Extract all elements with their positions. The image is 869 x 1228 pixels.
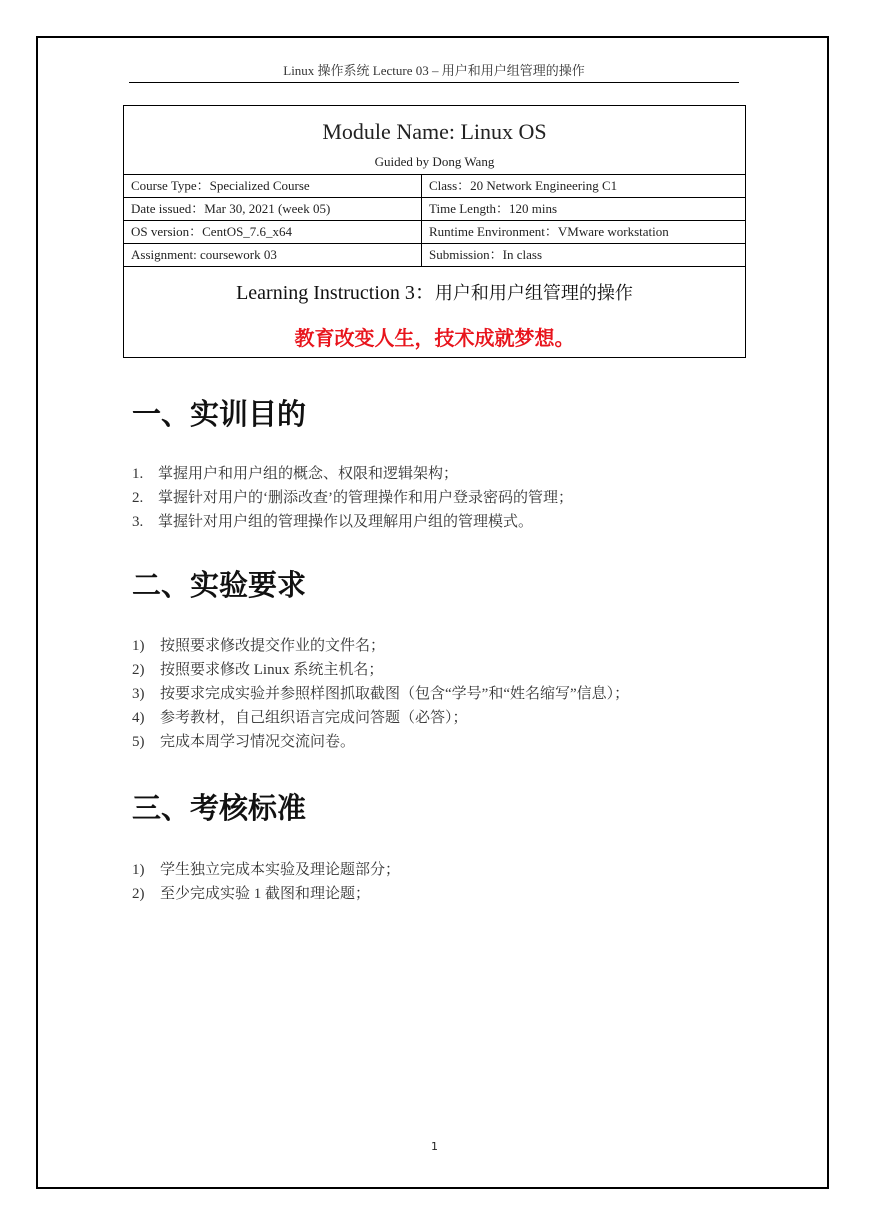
list-item-number: 1) bbox=[132, 862, 145, 878]
class-cell: Class：20 Network Engineering C1 bbox=[422, 175, 746, 198]
list-item-number: 1) bbox=[132, 638, 145, 654]
list-item bbox=[132, 730, 629, 754]
time-length-cell: Time Length：120 mins bbox=[422, 198, 746, 221]
list-item-number: 3) bbox=[132, 686, 145, 702]
list-item-text: 参考教材，自己组织语言完成问答题（必答）； bbox=[160, 710, 468, 726]
list-item-number: 2. bbox=[132, 490, 144, 506]
instruction-title bbox=[124, 280, 745, 307]
list-item-text: 按照要求修改提交作业的文件名； bbox=[160, 638, 386, 654]
section-heading-objectives: 一、实训目的 bbox=[132, 397, 307, 431]
list-item-number: 3. bbox=[132, 514, 144, 530]
list-item bbox=[132, 682, 629, 706]
instruction-title-cn: 用户和用户组管理的操作 bbox=[434, 282, 633, 304]
table-row bbox=[124, 198, 746, 221]
list-item-text: 按照要求修改 Linux 系统主机名； bbox=[160, 662, 384, 678]
list-item-number: 1. bbox=[132, 466, 144, 482]
objectives-list bbox=[132, 462, 573, 534]
date-issued-cell: Date issued：Mar 30, 2021 (week 05) bbox=[124, 198, 422, 221]
title-cell bbox=[124, 106, 746, 175]
list-item bbox=[132, 486, 573, 510]
list-item-text: 掌握针对用户的‘删添改查’的管理操作和用户登录密码的管理； bbox=[158, 490, 573, 506]
instruction-title-en: Learning Instruction 3： bbox=[236, 281, 435, 304]
list-item-number: 2) bbox=[132, 662, 145, 678]
list-item-text: 至少完成实验 1 截图和理论题； bbox=[160, 886, 371, 902]
page-number: 1 bbox=[431, 1140, 438, 1153]
runtime-environment-cell: Runtime Environment：VMware workstation bbox=[422, 221, 746, 244]
list-item bbox=[132, 510, 573, 534]
running-header: Linux 操作系统 Lecture 03 – 用户和用户组管理的操作 bbox=[283, 63, 585, 78]
title-row bbox=[124, 106, 746, 175]
table-row bbox=[124, 221, 746, 244]
table-row bbox=[124, 244, 746, 267]
list-item bbox=[132, 706, 629, 730]
list-item-number: 4) bbox=[132, 710, 145, 726]
list-item-text: 学生独立完成本实验及理论题部分； bbox=[160, 862, 401, 878]
section-heading-assessment: 三、考核标准 bbox=[132, 791, 307, 825]
list-item-text: 完成本周学习情况交流问卷。 bbox=[160, 734, 356, 750]
list-item bbox=[132, 658, 629, 682]
list-item-text: 掌握针对用户组的管理操作以及理解用户组的管理模式。 bbox=[158, 514, 534, 530]
instruction-cell bbox=[124, 267, 746, 358]
guided-by: Guided by Dong Wang bbox=[374, 154, 495, 169]
section-heading-requirements: 二、实验要求 bbox=[132, 568, 307, 602]
list-item-text: 掌握用户和用户组的概念、权限和逻辑架构； bbox=[158, 466, 459, 482]
course-info-table bbox=[123, 105, 746, 358]
list-item bbox=[132, 462, 573, 486]
module-name: Module Name: Linux OS bbox=[322, 119, 547, 144]
instruction-row bbox=[124, 267, 746, 358]
motto: 教育改变人生，技术成就梦想。 bbox=[294, 325, 575, 350]
list-item bbox=[132, 634, 629, 658]
list-item bbox=[132, 858, 400, 882]
assignment-cell: Assignment: coursework 03 bbox=[124, 244, 422, 267]
list-item-text: 按要求完成实验并参照样图抓取截图（包含“学号”和“姓名缩写”信息）； bbox=[160, 686, 630, 702]
submission-cell: Submission：In class bbox=[422, 244, 746, 267]
os-version-cell: OS version：CentOS_7.6_x64 bbox=[124, 221, 422, 244]
list-item bbox=[132, 882, 400, 906]
list-item-number: 5) bbox=[132, 734, 145, 750]
table-row bbox=[124, 175, 746, 198]
list-item-number: 2) bbox=[132, 886, 145, 902]
requirements-list bbox=[132, 634, 629, 754]
assessment-list bbox=[132, 858, 400, 906]
header-rule bbox=[129, 82, 739, 83]
course-type-cell: Course Type：Specialized Course bbox=[124, 175, 422, 198]
